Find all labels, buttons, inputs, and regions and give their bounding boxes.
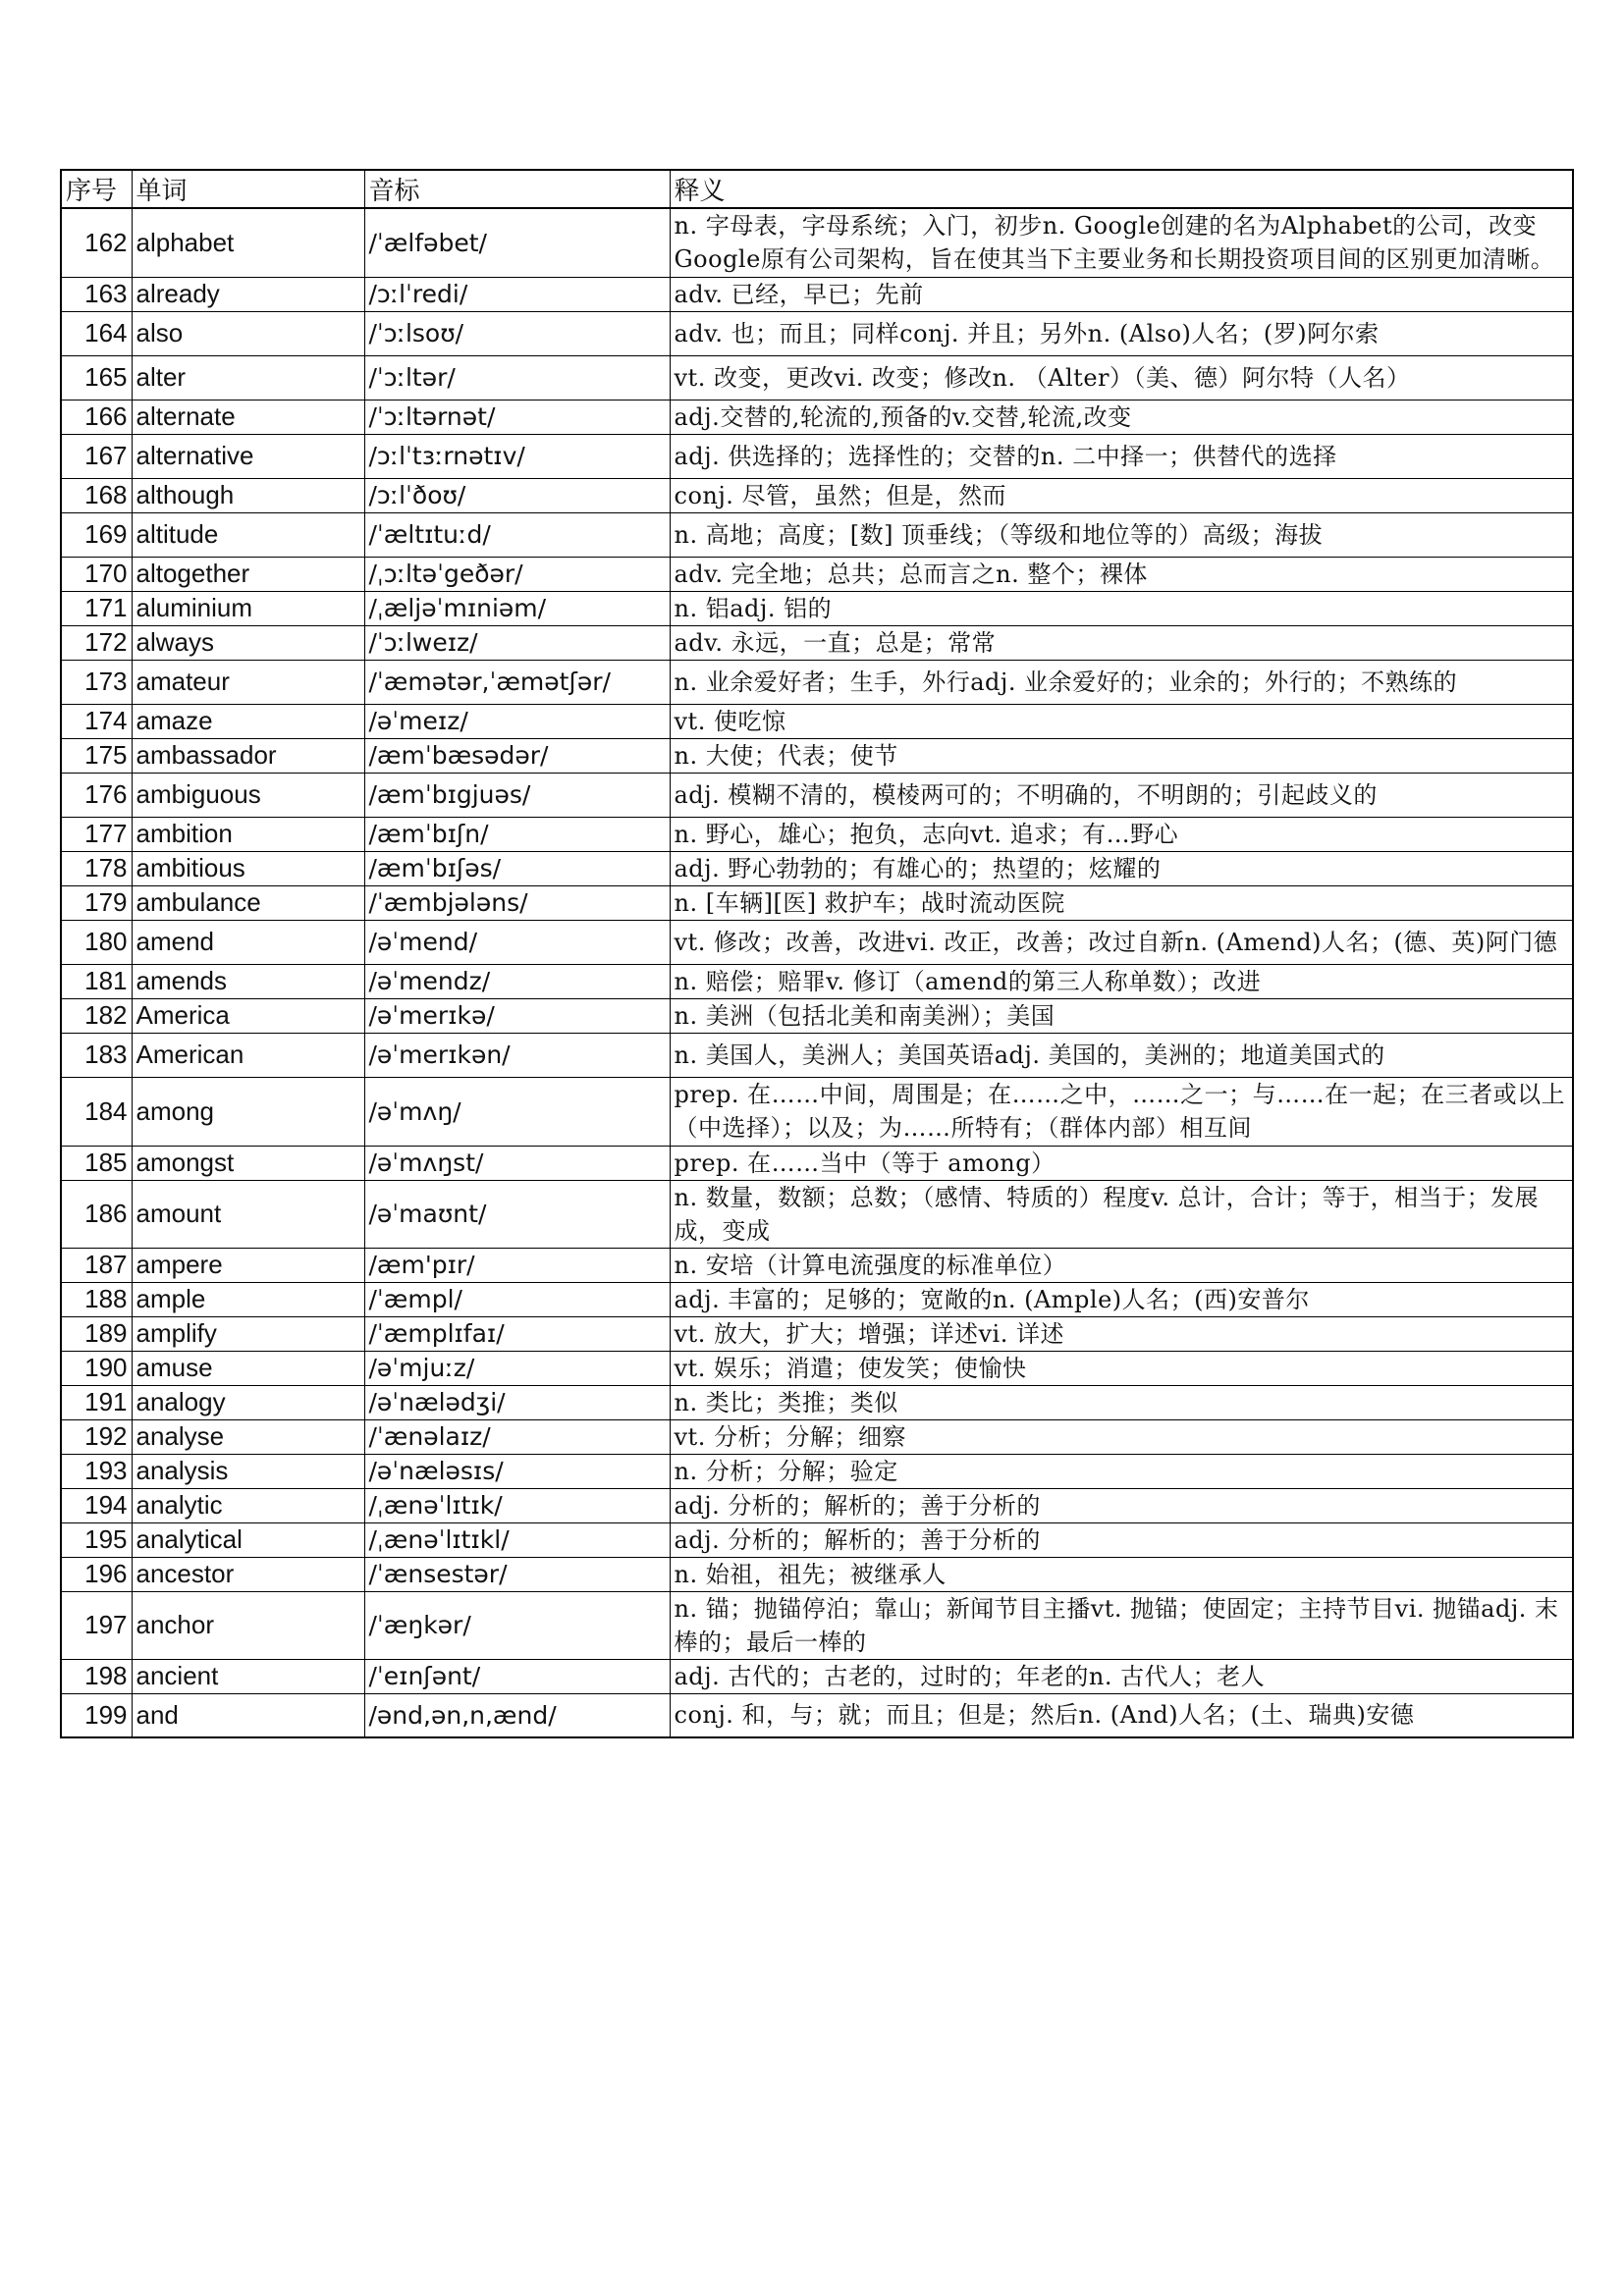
row-number: 168 <box>61 478 132 512</box>
row-definition: n. 类比；类推；类似 <box>670 1385 1573 1419</box>
row-definition: n. [车辆][医] 救护车；战时流动医院 <box>670 885 1573 920</box>
row-definition: adj.交替的,轮流的,预备的v.交替,轮流,改变 <box>670 400 1573 434</box>
row-word: ancient <box>132 1659 364 1693</box>
table-row <box>61 738 1573 773</box>
row-word: alter <box>132 355 364 400</box>
row-definition: n. 赔偿；赔罪v. 修订（amend的第三人称单数）；改进 <box>670 964 1573 998</box>
row-phonetic: /ˈæmpl/ <box>364 1282 670 1316</box>
row-number: 172 <box>61 625 132 660</box>
row-phonetic: /ˈælfəbet/ <box>364 208 670 277</box>
row-word: also <box>132 311 364 355</box>
row-number: 187 <box>61 1248 132 1282</box>
row-definition: n. 业余爱好者；生手，外行adj. 业余爱好的；业余的；外行的；不熟练的 <box>670 660 1573 704</box>
table-header-row <box>61 170 1573 208</box>
row-word: analytic <box>132 1488 364 1522</box>
row-number: 188 <box>61 1282 132 1316</box>
row-word: analysis <box>132 1454 364 1488</box>
row-number: 162 <box>61 208 132 277</box>
row-phonetic: /ˌænəˈlɪtɪk/ <box>364 1488 670 1522</box>
table-row <box>61 1077 1573 1146</box>
row-phonetic: /əˈmjuːz/ <box>364 1351 670 1385</box>
table-row <box>61 851 1573 885</box>
row-number: 171 <box>61 591 132 625</box>
row-number: 192 <box>61 1419 132 1454</box>
row-phonetic: /æmˈbɪgjuəs/ <box>364 773 670 817</box>
row-definition: adj. 丰富的；足够的；宽敞的n. (Ample)人名；(西)安普尔 <box>670 1282 1573 1316</box>
table-row <box>61 1522 1573 1557</box>
row-phonetic: /ɔːlˈtɜːrnətɪv/ <box>364 434 670 478</box>
row-phonetic: /ˈɔːltər/ <box>364 355 670 400</box>
row-number: 181 <box>61 964 132 998</box>
row-word: analyse <box>132 1419 364 1454</box>
row-number: 169 <box>61 512 132 557</box>
row-number: 196 <box>61 1557 132 1591</box>
row-word: ambition <box>132 817 364 851</box>
row-number: 193 <box>61 1454 132 1488</box>
row-definition: n. 野心，雄心；抱负，志向vt. 追求；有…野心 <box>670 817 1573 851</box>
row-definition: n. 大使；代表；使节 <box>670 738 1573 773</box>
table-row <box>61 1033 1573 1077</box>
row-number: 164 <box>61 311 132 355</box>
row-definition: n. 字母表，字母系统；入门，初步n. Google创建的名为Alphabet的公司，改变Google原有公司架构，旨在使其当下主要业务和长期投资项目间的区别更加清晰。 <box>670 208 1573 277</box>
row-phonetic: /ˌænəˈlɪtɪkl/ <box>364 1522 670 1557</box>
row-phonetic: /æmˈbɪʃn/ <box>364 817 670 851</box>
row-word: ambitious <box>132 851 364 885</box>
row-number: 166 <box>61 400 132 434</box>
table-row <box>61 920 1573 964</box>
row-phonetic: /ˌæljəˈmɪniəm/ <box>364 591 670 625</box>
row-word: analytical <box>132 1522 364 1557</box>
table-row <box>61 208 1573 277</box>
table-row <box>61 1248 1573 1282</box>
row-word: amends <box>132 964 364 998</box>
row-phonetic: /æm'pɪr/ <box>364 1248 670 1282</box>
row-definition: conj. 和，与；就；而且；但是；然后n. (And)人名；(土、瑞典)安德 <box>670 1693 1573 1737</box>
row-number: 190 <box>61 1351 132 1385</box>
row-number: 177 <box>61 817 132 851</box>
row-number: 176 <box>61 773 132 817</box>
table-row <box>61 625 1573 660</box>
header-definition: 释义 <box>670 170 1573 208</box>
row-definition: vt. 使吃惊 <box>670 704 1573 738</box>
row-number: 179 <box>61 885 132 920</box>
row-definition: vt. 放大，扩大；增强；详述vi. 详述 <box>670 1316 1573 1351</box>
row-number: 189 <box>61 1316 132 1351</box>
row-number: 183 <box>61 1033 132 1077</box>
row-definition: adv. 永远，一直；总是；常常 <box>670 625 1573 660</box>
table-row <box>61 964 1573 998</box>
row-definition: n. 安培（计算电流强度的标准单位） <box>670 1248 1573 1282</box>
row-number: 194 <box>61 1488 132 1522</box>
row-word: ample <box>132 1282 364 1316</box>
table-row <box>61 660 1573 704</box>
table-row <box>61 1591 1573 1659</box>
row-definition: n. 数量，数额；总数；（感情、特质的）程度v. 总计，合计；等于，相当于；发展成，变成 <box>670 1180 1573 1248</box>
row-phonetic: /ˈæmbjələns/ <box>364 885 670 920</box>
row-word: amongst <box>132 1146 364 1180</box>
row-word: although <box>132 478 364 512</box>
row-phonetic: /əˈmʌŋst/ <box>364 1146 670 1180</box>
vocabulary-table <box>60 169 1574 1738</box>
row-phonetic: /æmˈbæsədər/ <box>364 738 670 773</box>
row-definition: n. 锚；抛锚停泊；靠山；新闻节目主播vt. 抛锚；使固定；主持节目vi. 抛锚adj. 末棒的；最后一棒的 <box>670 1591 1573 1659</box>
row-word: ampere <box>132 1248 364 1282</box>
row-phonetic: /æmˈbɪʃəs/ <box>364 851 670 885</box>
row-phonetic: /ˈænəlaɪz/ <box>364 1419 670 1454</box>
row-number: 184 <box>61 1077 132 1146</box>
row-phonetic: /ˈæŋkər/ <box>364 1591 670 1659</box>
row-definition: adv. 已经，早已；先前 <box>670 277 1573 311</box>
table-row <box>61 1316 1573 1351</box>
table-row <box>61 512 1573 557</box>
row-definition: prep. 在……当中（等于 among） <box>670 1146 1573 1180</box>
row-number: 175 <box>61 738 132 773</box>
row-number: 186 <box>61 1180 132 1248</box>
row-phonetic: /ˈæltɪtuːd/ <box>364 512 670 557</box>
row-phonetic: /ˈɔːlsoʊ/ <box>364 311 670 355</box>
row-number: 199 <box>61 1693 132 1737</box>
table-row <box>61 1146 1573 1180</box>
row-phonetic: /ɔːlˈðoʊ/ <box>364 478 670 512</box>
row-word: anchor <box>132 1591 364 1659</box>
table-row <box>61 773 1573 817</box>
row-number: 170 <box>61 557 132 591</box>
row-word: altitude <box>132 512 364 557</box>
row-phonetic: /əˈnælədʒi/ <box>364 1385 670 1419</box>
row-phonetic: /əˈmʌŋ/ <box>364 1077 670 1146</box>
table-row <box>61 1454 1573 1488</box>
row-phonetic: /əˈmerɪkə/ <box>364 998 670 1033</box>
row-definition: vt. 改变，更改vi. 改变；修改n. （Alter）（美、德）阿尔特（人名） <box>670 355 1573 400</box>
row-word: already <box>132 277 364 311</box>
row-definition: n. 铝adj. 铝的 <box>670 591 1573 625</box>
row-word: ambassador <box>132 738 364 773</box>
table-row <box>61 885 1573 920</box>
row-word: America <box>132 998 364 1033</box>
row-definition: conj. 尽管，虽然；但是，然而 <box>670 478 1573 512</box>
table-row <box>61 478 1573 512</box>
row-number: 167 <box>61 434 132 478</box>
row-definition: n. 高地；高度；[数] 顶垂线；（等级和地位等的）高级；海拔 <box>670 512 1573 557</box>
row-number: 178 <box>61 851 132 885</box>
row-definition: vt. 分析；分解；细察 <box>670 1419 1573 1454</box>
row-definition: adv. 也；而且；同样conj. 并且；另外n. (Also)人名；(罗)阿尔索 <box>670 311 1573 355</box>
table-row <box>61 277 1573 311</box>
row-word: amount <box>132 1180 364 1248</box>
row-number: 165 <box>61 355 132 400</box>
row-phonetic: /əˈmendz/ <box>364 964 670 998</box>
row-phonetic: /əˈmeɪz/ <box>364 704 670 738</box>
header-word: 单词 <box>132 170 364 208</box>
row-phonetic: /ˈæmplɪfaɪ/ <box>364 1316 670 1351</box>
row-number: 173 <box>61 660 132 704</box>
row-word: aluminium <box>132 591 364 625</box>
row-word: ambulance <box>132 885 364 920</box>
table-row <box>61 1557 1573 1591</box>
row-word: ancestor <box>132 1557 364 1591</box>
row-phonetic: /ɔːlˈredi/ <box>364 277 670 311</box>
table-row <box>61 998 1573 1033</box>
table-row <box>61 400 1573 434</box>
row-definition: n. 分析；分解；验定 <box>670 1454 1573 1488</box>
row-definition: adj. 供选择的；选择性的；交替的n. 二中择一；供替代的选择 <box>670 434 1573 478</box>
row-word: analogy <box>132 1385 364 1419</box>
row-number: 180 <box>61 920 132 964</box>
table-row <box>61 355 1573 400</box>
row-word: alternate <box>132 400 364 434</box>
header-number: 序号 <box>61 170 132 208</box>
row-number: 198 <box>61 1659 132 1693</box>
row-word: amateur <box>132 660 364 704</box>
row-definition: adv. 完全地；总共；总而言之n. 整个；裸体 <box>670 557 1573 591</box>
row-phonetic: /ənd,ən,n,ænd/ <box>364 1693 670 1737</box>
row-phonetic: /ˈænsestər/ <box>364 1557 670 1591</box>
table-row <box>61 311 1573 355</box>
row-definition: adj. 分析的；解析的；善于分析的 <box>670 1488 1573 1522</box>
table-row <box>61 1180 1573 1248</box>
table-row <box>61 557 1573 591</box>
row-phonetic: /ˈɔːlweɪz/ <box>364 625 670 660</box>
row-phonetic: /ˈeɪnʃənt/ <box>364 1659 670 1693</box>
row-definition: prep. 在……中间，周围是；在……之中，……之一；与……在一起；在三者或以上（中选择）；以及；为……所特有；（群体内部）相互间 <box>670 1077 1573 1146</box>
row-definition: vt. 娱乐；消遣；使发笑；使愉快 <box>670 1351 1573 1385</box>
table-row <box>61 1488 1573 1522</box>
row-number: 174 <box>61 704 132 738</box>
row-number: 163 <box>61 277 132 311</box>
row-number: 182 <box>61 998 132 1033</box>
table-row <box>61 1351 1573 1385</box>
row-number: 195 <box>61 1522 132 1557</box>
row-word: and <box>132 1693 364 1737</box>
row-word: American <box>132 1033 364 1077</box>
row-definition: vt. 修改；改善，改进vi. 改正，改善；改过自新n. (Amend)人名；(德、英)阿门德 <box>670 920 1573 964</box>
row-definition: adj. 野心勃勃的；有雄心的；热望的；炫耀的 <box>670 851 1573 885</box>
row-phonetic: /əˈnæləsɪs/ <box>364 1454 670 1488</box>
table-row <box>61 1693 1573 1737</box>
row-definition: n. 始祖，祖先；被继承人 <box>670 1557 1573 1591</box>
row-phonetic: /əˈmaʊnt/ <box>364 1180 670 1248</box>
row-definition: adj. 模糊不清的，模棱两可的；不明确的，不明朗的；引起歧义的 <box>670 773 1573 817</box>
row-phonetic: /ˌɔːltəˈgeðər/ <box>364 557 670 591</box>
table-row <box>61 704 1573 738</box>
row-number: 191 <box>61 1385 132 1419</box>
table-row <box>61 434 1573 478</box>
row-word: amaze <box>132 704 364 738</box>
row-phonetic: /əˈmerɪkən/ <box>364 1033 670 1077</box>
row-number: 185 <box>61 1146 132 1180</box>
row-word: amplify <box>132 1316 364 1351</box>
table-row <box>61 1282 1573 1316</box>
row-word: among <box>132 1077 364 1146</box>
row-phonetic: /əˈmend/ <box>364 920 670 964</box>
row-word: ambiguous <box>132 773 364 817</box>
table-row <box>61 1419 1573 1454</box>
row-definition: adj. 分析的；解析的；善于分析的 <box>670 1522 1573 1557</box>
table-row <box>61 591 1573 625</box>
row-word: amend <box>132 920 364 964</box>
table-row <box>61 817 1573 851</box>
row-word: alternative <box>132 434 364 478</box>
table-row <box>61 1385 1573 1419</box>
row-word: always <box>132 625 364 660</box>
row-definition: n. 美洲（包括北美和南美洲）；美国 <box>670 998 1573 1033</box>
row-phonetic: /ˈæmətər,ˈæmətʃər/ <box>364 660 670 704</box>
header-phonetic: 音标 <box>364 170 670 208</box>
row-phonetic: /ˈɔːltərnət/ <box>364 400 670 434</box>
row-word: alphabet <box>132 208 364 277</box>
table-row <box>61 1659 1573 1693</box>
row-definition: adj. 古代的；古老的，过时的；年老的n. 古代人；老人 <box>670 1659 1573 1693</box>
row-number: 197 <box>61 1591 132 1659</box>
row-definition: n. 美国人，美洲人；美国英语adj. 美国的，美洲的；地道美国式的 <box>670 1033 1573 1077</box>
row-word: amuse <box>132 1351 364 1385</box>
row-word: altogether <box>132 557 364 591</box>
